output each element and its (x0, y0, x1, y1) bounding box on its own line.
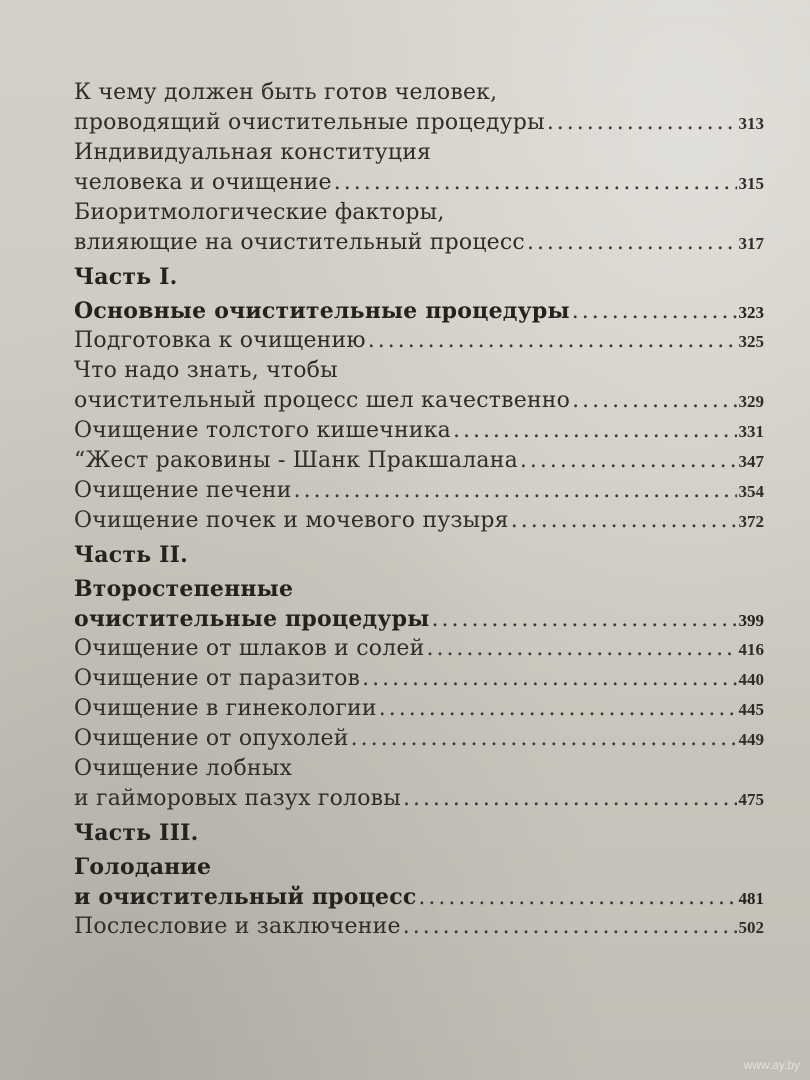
toc-entry-title: Очищение от опухолей (74, 726, 349, 751)
page-number: 329 (738, 392, 764, 411)
toc-entry-title: человека и очищение (74, 170, 332, 195)
toc-entry (74, 228, 764, 258)
watermark: www.ay.by (743, 1058, 800, 1072)
toc-entry (74, 446, 764, 476)
table-of-contents (74, 78, 764, 942)
toc-entry-title: “Жест раковины - Шанк Пракшалана (74, 448, 518, 473)
toc-part-entry (74, 296, 764, 326)
page-number: 313 (738, 114, 764, 133)
toc-entry-title: Очищение от шлаков и солей (74, 636, 425, 661)
part-heading: Часть III. (74, 820, 199, 846)
part-heading: Часть II. (74, 542, 189, 568)
toc-entry (74, 694, 764, 724)
toc-entry-title: Послесловие и заключение (74, 914, 401, 939)
page-number: 317 (738, 234, 764, 253)
dot-leader (362, 664, 736, 694)
page-number: 481 (738, 889, 764, 908)
dot-leader (547, 108, 737, 138)
dot-leader (572, 386, 736, 416)
toc-entry (74, 326, 764, 356)
toc-entry (74, 664, 764, 694)
toc-part-line: Голодание (74, 854, 212, 880)
toc-entry-title: Очищение почек и мочевого пузыря (74, 508, 509, 533)
page-number: 354 (738, 482, 764, 501)
toc-entry (74, 416, 764, 446)
page-number: 416 (738, 640, 764, 659)
toc-entry-title: Очищение печени (74, 478, 292, 503)
toc-entry (74, 724, 764, 754)
dot-leader (403, 784, 737, 814)
toc-entry-title: проводящий очистительные процедуры (74, 110, 545, 135)
toc-entry-title: Подготовка к очищению (74, 328, 366, 353)
toc-part-entry (74, 604, 764, 634)
toc-entry-title: Очищение толстого кишечника (74, 418, 451, 443)
toc-entry-line: К чему должен быть готов человек, (74, 80, 498, 105)
toc-entry-title: очистительный процесс шел качественно (74, 388, 571, 413)
page-number: 445 (738, 700, 764, 719)
dot-leader (453, 416, 737, 446)
dot-leader (426, 634, 736, 664)
dot-leader (520, 446, 737, 476)
toc-entry (74, 634, 764, 664)
toc-entry (74, 168, 764, 198)
page-number: 475 (738, 790, 764, 809)
toc-entry (74, 386, 764, 416)
dot-leader (527, 228, 737, 258)
dot-leader (379, 694, 737, 724)
toc-entry-title: влияющие на очистительный процесс (74, 230, 525, 255)
dot-leader (432, 605, 737, 635)
page-number: 502 (738, 918, 764, 937)
toc-entry-line: Индивидуальная конституция (74, 140, 432, 165)
page-number: 449 (738, 730, 764, 749)
page-number: 323 (738, 303, 764, 322)
toc-part-entry (74, 882, 764, 912)
page-number: 347 (738, 452, 764, 471)
dot-leader (511, 506, 737, 536)
toc-entry-title: и очистительный процесс (74, 884, 417, 910)
toc-entry-title: очистительные процедуры (74, 606, 430, 632)
page-number: 315 (738, 174, 764, 193)
toc-entry-title: и гайморовых пазух головы (74, 786, 401, 811)
toc-entry (74, 506, 764, 536)
dot-leader (418, 883, 736, 913)
toc-entry-title: Очищение в гинекологии (74, 696, 377, 721)
toc-entry (74, 784, 764, 814)
dot-leader (403, 912, 737, 942)
page-number: 399 (738, 611, 764, 630)
toc-entry-line: Очищение лобных (74, 756, 293, 781)
toc-part-line: Второстепенные (74, 576, 294, 602)
page-number: 440 (738, 670, 764, 689)
toc-entry-line: Биоритмологические факторы, (74, 200, 445, 225)
toc-entry (74, 108, 764, 138)
dot-leader (294, 476, 737, 506)
toc-entry-title: Очищение от паразитов (74, 666, 361, 691)
dot-leader (368, 326, 737, 356)
part-heading: Часть I. (74, 264, 178, 290)
page-number: 331 (738, 422, 764, 441)
page-number: 372 (738, 512, 764, 531)
dot-leader (351, 724, 737, 754)
toc-entry-line: Что надо знать, чтобы (74, 358, 338, 383)
toc-entry (74, 476, 764, 506)
page-number: 325 (738, 332, 764, 351)
dot-leader (572, 297, 737, 327)
toc-entry-title: Основные очистительные процедуры (74, 298, 570, 324)
dot-leader (334, 168, 737, 198)
toc-entry (74, 912, 764, 942)
